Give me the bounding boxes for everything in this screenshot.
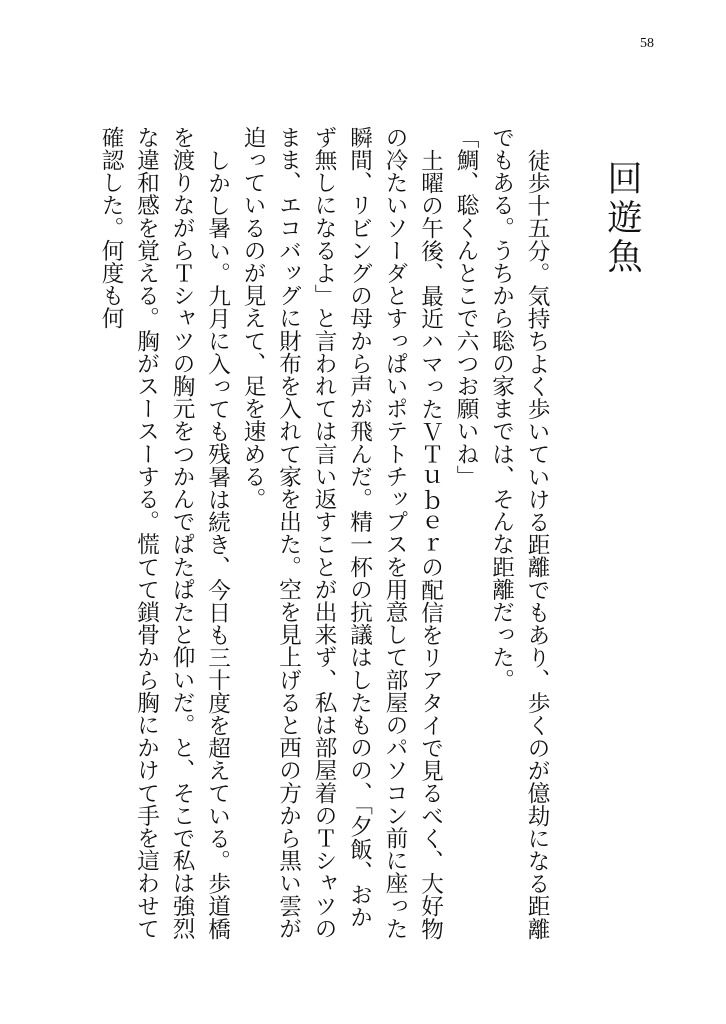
paragraph-2-dialog: 「鯛、聡くんとこで六つお願いね」 [453, 126, 479, 488]
body-text [98, 126, 554, 946]
chapter-title: 回遊魚 [602, 160, 642, 277]
paragraph-4: しかし暑い。九月に入っても残暑は続き、今日も三十度を超えている。歩道橋を渡りながらＴシャツの胸元をつかんでぱたぱたと仰いだ。と、そこで私は強烈な違和感を覚える。胸がスースーする。慌てて鎖骨から胸にかけて手を這わせて確認した。何度も何 [98, 126, 231, 940]
paragraph-1: 徒歩十五分。気持ちよく歩いていける距離でもあり、歩くのが億劫になる距離でもある。うちから聡の家までは、そんな距離だった。 [488, 126, 550, 940]
page-number: 58 [640, 36, 654, 51]
paragraph-3: 土曜の午後、最近ハマったＶＴｕｂｅｒの配信をリアタイで見るべく、大好物の冷たいソーダとすっぱいポテトチップスを用意して部屋のパソコン前に座った瞬間、リビングの母から声が飛んだ。精一杯の抗議はしたものの、「夕飯、おかず無しになるよ」と言われては言い返すことが出来ず、私は部屋着のＴシャツのまま、エコバッグに財布を入れて家を出た。空を見上げると西の方から黒い雲が迫っているのが見えて、足を速める。 [240, 126, 444, 940]
